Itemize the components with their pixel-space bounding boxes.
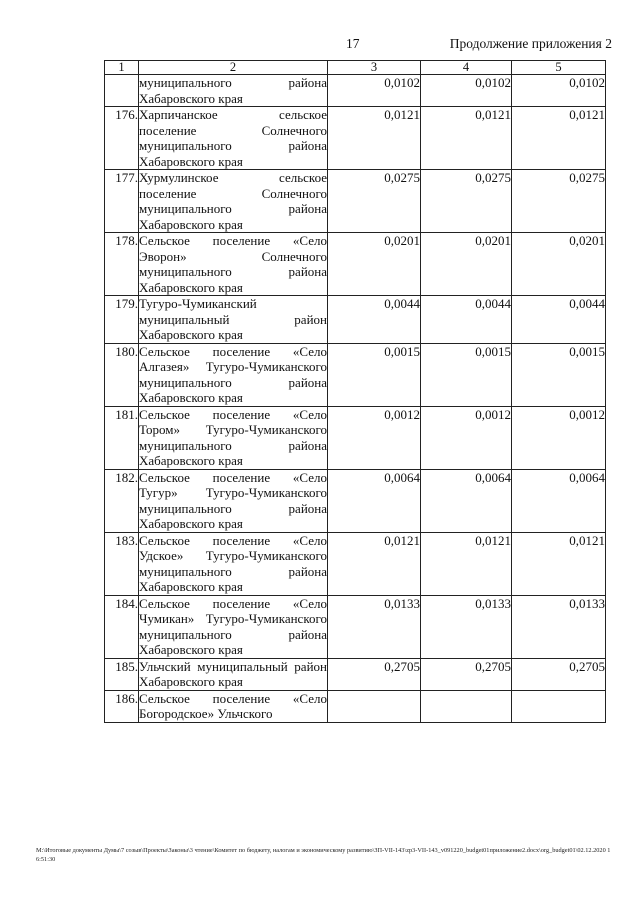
municipality-name: Сельское поселение «Село Удское» Тугуро-Чумиканского муниципального района Хабаровского края: [139, 532, 327, 594]
page-header: [0, 36, 640, 56]
table-row: [105, 690, 606, 722]
municipality-name: Харпичанское сельское поселение Солнечного муниципального района Хабаровского края: [139, 107, 327, 169]
municipality-name: Сельское поселение «Село Эворон» Солнечного муниципального района Хабаровского края: [139, 233, 327, 295]
column-header: 4: [421, 61, 512, 75]
value-col-5: 0,0012: [512, 406, 606, 469]
value-col-5: 0,0121: [512, 107, 606, 170]
row-number: 184.: [105, 595, 139, 658]
column-header: 2: [139, 61, 328, 75]
value-col-5: 0,0121: [512, 532, 606, 595]
value-col-4: 0,0102: [421, 75, 512, 107]
value-col-3: 0,0121: [328, 107, 421, 170]
municipality-name: Ульчский муниципальный район Хабаровского края: [139, 658, 327, 689]
value-col-5: [512, 690, 606, 722]
table-row: [105, 170, 606, 233]
value-col-4: 0,0275: [421, 170, 512, 233]
value-col-3: 0,0015: [328, 343, 421, 406]
value-col-5: 0,2705: [512, 658, 606, 690]
value-col-3: 0,0064: [328, 469, 421, 532]
table-body: [105, 75, 606, 723]
value-col-3: 0,0201: [328, 233, 421, 296]
value-col-4: 0,0121: [421, 107, 512, 170]
value-col-4: 0,0064: [421, 469, 512, 532]
column-header: 1: [105, 61, 139, 75]
page-number: 17: [346, 36, 360, 51]
value-col-3: 0,0121: [328, 532, 421, 595]
municipality-name: Сельское поселение «Село Тугур» Тугуро-Чумиканского муниципального района Хабаровского края: [139, 469, 327, 531]
table-row: [105, 107, 606, 170]
municipality-name: муниципального района Хабаровского края: [139, 75, 327, 106]
table-row: [105, 532, 606, 595]
table-row: [105, 296, 606, 344]
appendix-continuation-title: Продолжение приложения 2: [449, 36, 612, 51]
value-col-4: 0,0133: [421, 595, 512, 658]
row-number: 183.: [105, 532, 139, 595]
value-col-5: 0,0201: [512, 233, 606, 296]
value-col-3: [328, 690, 421, 722]
value-col-3: 0,0275: [328, 170, 421, 233]
value-col-4: 0,0121: [421, 532, 512, 595]
table-row: [105, 406, 606, 469]
row-number: 185.: [105, 658, 139, 690]
value-col-4: 0,0201: [421, 233, 512, 296]
value-col-5: 0,0133: [512, 595, 606, 658]
file-path-footer: M:\Итоговые документы Думы\7 созыв\Проекты\Законы\3 чтение\Комитет по бюджету, налогам и экономическому развитию\ЗП-VII-143\zp3-VII-143_v091220_budget01приложение2.docx\org_budget01\02.12.2020 16:51:30: [36, 847, 611, 863]
municipality-name: Хурмулинское сельское поселение Солнечного муниципального района Хабаровского края: [139, 170, 327, 232]
row-number: 177.: [105, 170, 139, 233]
value-col-3: 0,0044: [328, 296, 421, 344]
row-number: 182.: [105, 469, 139, 532]
value-col-4: 0,0015: [421, 343, 512, 406]
value-col-5: 0,0064: [512, 469, 606, 532]
value-col-3: 0,0133: [328, 595, 421, 658]
row-number: 181.: [105, 406, 139, 469]
municipality-name: Сельское поселение «Село Алгазея» Тугуро-Чумиканского муниципального района Хабаровского края: [139, 343, 327, 405]
value-col-4: 0,2705: [421, 658, 512, 690]
row-number: 186.: [105, 690, 139, 722]
table-header-row: [105, 61, 606, 75]
table-row: [105, 469, 606, 532]
column-header: 3: [328, 61, 421, 75]
table-row: [105, 233, 606, 296]
municipality-name: Сельское поселение «Село Чумикан» Тугуро-Чумиканского муниципального района Хабаровского края: [139, 595, 327, 657]
row-number: 176.: [105, 107, 139, 170]
value-col-3: 0,0012: [328, 406, 421, 469]
value-col-5: 0,0015: [512, 343, 606, 406]
row-number: 179.: [105, 296, 139, 344]
value-col-5: 0,0275: [512, 170, 606, 233]
row-number: 178.: [105, 233, 139, 296]
budget-distribution-table: [104, 60, 606, 723]
table-row: [105, 75, 606, 107]
row-number: 180.: [105, 343, 139, 406]
column-header: 5: [512, 61, 606, 75]
value-col-3: 0,0102: [328, 75, 421, 107]
municipality-name: Тугуро-Чумиканский муниципальный район Хабаровского края: [139, 296, 327, 342]
municipality-name: Сельское поселение «Село Тором» Тугуро-Чумиканского муниципального района Хабаровского края: [139, 406, 327, 468]
value-col-3: 0,2705: [328, 658, 421, 690]
value-col-4: [421, 690, 512, 722]
value-col-5: 0,0044: [512, 296, 606, 344]
table-row: [105, 343, 606, 406]
row-number: [105, 75, 139, 107]
value-col-5: 0,0102: [512, 75, 606, 107]
table-row: [105, 595, 606, 658]
table-row: [105, 658, 606, 690]
municipality-name: Сельское поселение «Село Богородское» Ульчского: [139, 690, 327, 721]
value-col-4: 0,0044: [421, 296, 512, 344]
value-col-4: 0,0012: [421, 406, 512, 469]
